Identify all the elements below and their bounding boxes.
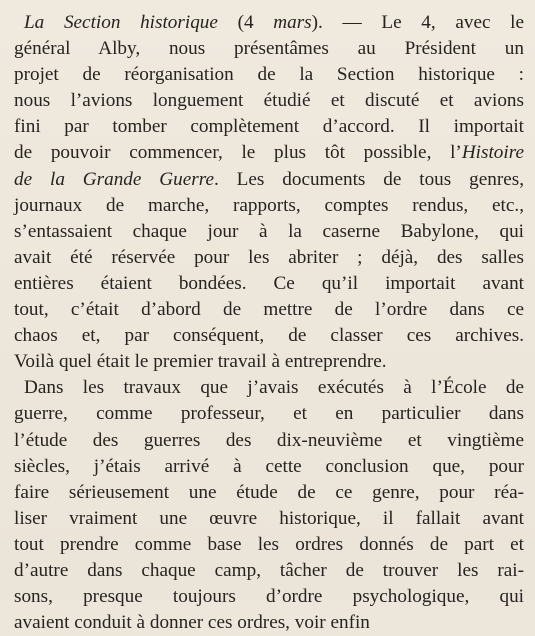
text-line — [14, 532, 524, 558]
text-line — [14, 114, 524, 140]
text-line — [14, 506, 524, 532]
text-line — [14, 271, 524, 297]
text-line — [14, 167, 524, 193]
text-run: faire sérieusement une étude de ce genre, pour réa- — [14, 481, 524, 503]
text-line — [14, 349, 524, 375]
text-run: avaient conduit à donner ces ordres, voir enfin — [14, 612, 370, 634]
text-run: guerre, comme professeur, et en particulier dans — [14, 403, 524, 425]
text-run: ). — Le 4, avec le — [311, 12, 525, 33]
text-line — [14, 88, 524, 114]
text-line — [14, 140, 524, 166]
text-run: l’étude des guerres des dix-neuvième et vingtième — [14, 429, 524, 451]
text-run: fini par tomber complètement d’accord. Il importait — [14, 116, 524, 138]
italic-text: mars — [273, 12, 312, 33]
text-line — [14, 245, 524, 271]
text-line — [14, 323, 524, 349]
text-run: siècles, j’étais arrivé à cette conclusion que, pour — [14, 455, 524, 477]
text-run: Voilà quel était le premier travail à entreprendre. — [14, 351, 387, 373]
text-line — [14, 401, 524, 427]
text-run: (4 — [217, 12, 274, 33]
text-run: chaos et, par conséquent, de classer ces archives. — [14, 325, 524, 347]
text-line — [14, 297, 524, 323]
text-line — [14, 454, 524, 480]
text-line — [14, 193, 524, 219]
text-line — [14, 428, 524, 454]
paragraph — [14, 10, 524, 375]
text-line — [14, 10, 524, 36]
text-run: . Les documents de tous genres, — [214, 168, 524, 190]
text-run: tout, c’était d’abord de mettre de l’ordre dans ce — [14, 299, 524, 321]
text-run: général Alby, nous présentâmes au Président un — [14, 38, 524, 60]
text-line — [14, 584, 524, 610]
text-run: nous l’avions longuement étudié et discuté et avions — [14, 90, 524, 112]
text-line — [14, 480, 524, 506]
text-line — [14, 610, 524, 636]
text-line — [14, 375, 524, 401]
text-line — [14, 62, 524, 88]
page-text — [14, 10, 524, 636]
text-run: de pouvoir commencer, le plus tôt possible, l’ — [14, 142, 462, 164]
text-line — [14, 36, 524, 62]
italic-text: de la Grande Guerre — [14, 168, 214, 190]
text-run: d’autre dans chaque camp, tâcher de trouver les rai- — [14, 559, 524, 581]
text-run: liser vraiment une œuvre historique, il fallait avant — [14, 507, 524, 529]
text-run: Dans les travaux que j’avais exécutés à l’École de — [24, 377, 524, 399]
text-run: journaux de marche, rapports, comptes rendus, etc., — [14, 194, 524, 216]
text-run: tout prendre comme base les ordres donnés de part et — [14, 533, 524, 555]
text-run: sons, presque toujours d’ordre psychologique, qui — [14, 586, 524, 608]
text-line — [14, 558, 524, 584]
text-run: entières étaient bondées. Ce qu’il importait avant — [14, 272, 524, 294]
italic-text: Histoire — [461, 142, 524, 164]
text-run: projet de réorganisation de la Section historique : — [14, 64, 524, 86]
text-run: s’entassaient chaque jour à la caserne Babylone, qui — [14, 220, 524, 242]
italic-text: La Section historique — [24, 12, 218, 33]
text-line — [14, 219, 524, 245]
paragraph — [14, 375, 524, 636]
text-run: avait été réservée pour les abriter ; déjà, des salles — [14, 246, 524, 268]
